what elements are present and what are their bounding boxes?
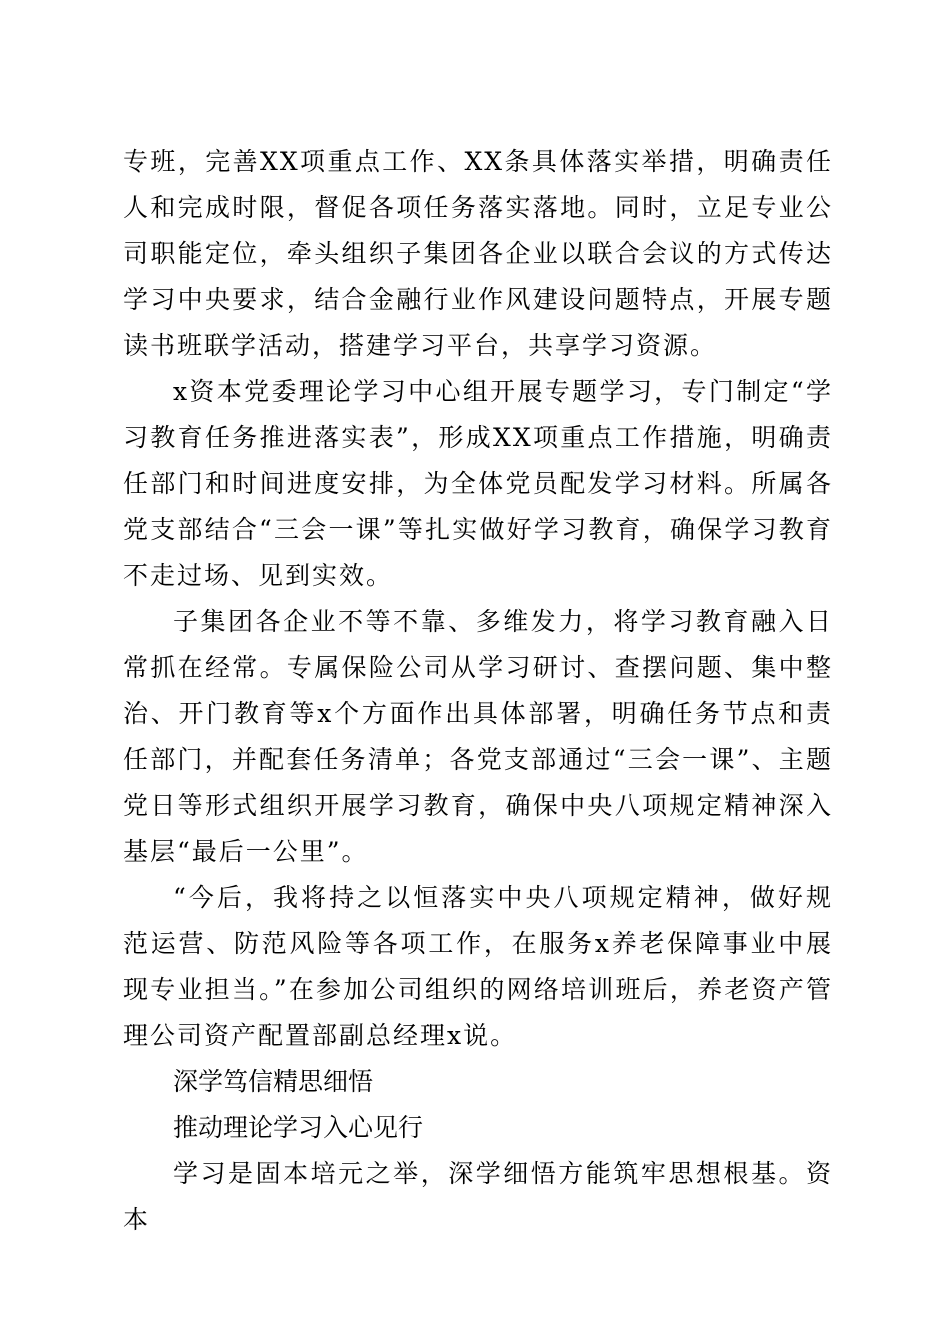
section-heading-2: 推动理论学习入心见行 — [173, 1113, 424, 1142]
body-paragraph-4: “今后，我将持之以恒落实中央八项规定精神，做好规范运营、防范风险等各项工作，在服务x养老保障事业中展现专业担当。”在参加公司组织的网络培训班后，养老资产管理公司资产配置部副总经理x说。 — [123, 883, 833, 1050]
body-paragraph-3: 子集团各企业不等不靠、多维发力，将学习教育融入日常抓在经常。专属保险公司从学习研讨、查摆问题、集中整治、开门教育等x个方面作出具体部署，明确任务节点和责任部门，并配套任务清单；各党支部通过“三会一课”、主题党日等形式组织开展学习教育，确保中央八项规定精神深入基层“最后一公里”。 — [123, 607, 833, 866]
section-heading-1: 深学笃信精思细悟 — [173, 1067, 374, 1096]
document-body — [123, 139, 833, 1243]
body-paragraph-2: x资本党委理论学习中心组开展专题学习，专门制定“学习教育任务推进落实表”，形成XX项重点工作措施，明确责任部门和时间进度安排，为全体党员配发学习材料。所属各党支部结合“三会一课”等扎实做好学习教育，确保学习教育不走过场、见到实效。 — [123, 377, 833, 590]
body-paragraph-1: 专班，完善XX项重点工作、XX条具体落实举措，明确责任人和完成时限，督促各项任务落实落地。同时，立足专业公司职能定位，牵头组织子集团各企业以联合会议的方式传达学习中央要求，结合金融行业作风建设问题特点，开展专题读书班联学活动，搭建学习平台，共享学习资源。 — [123, 147, 833, 360]
body-paragraph-5: 学习是固本培元之举，深学细悟方能筑牢思想根基。资本 — [123, 1159, 833, 1234]
